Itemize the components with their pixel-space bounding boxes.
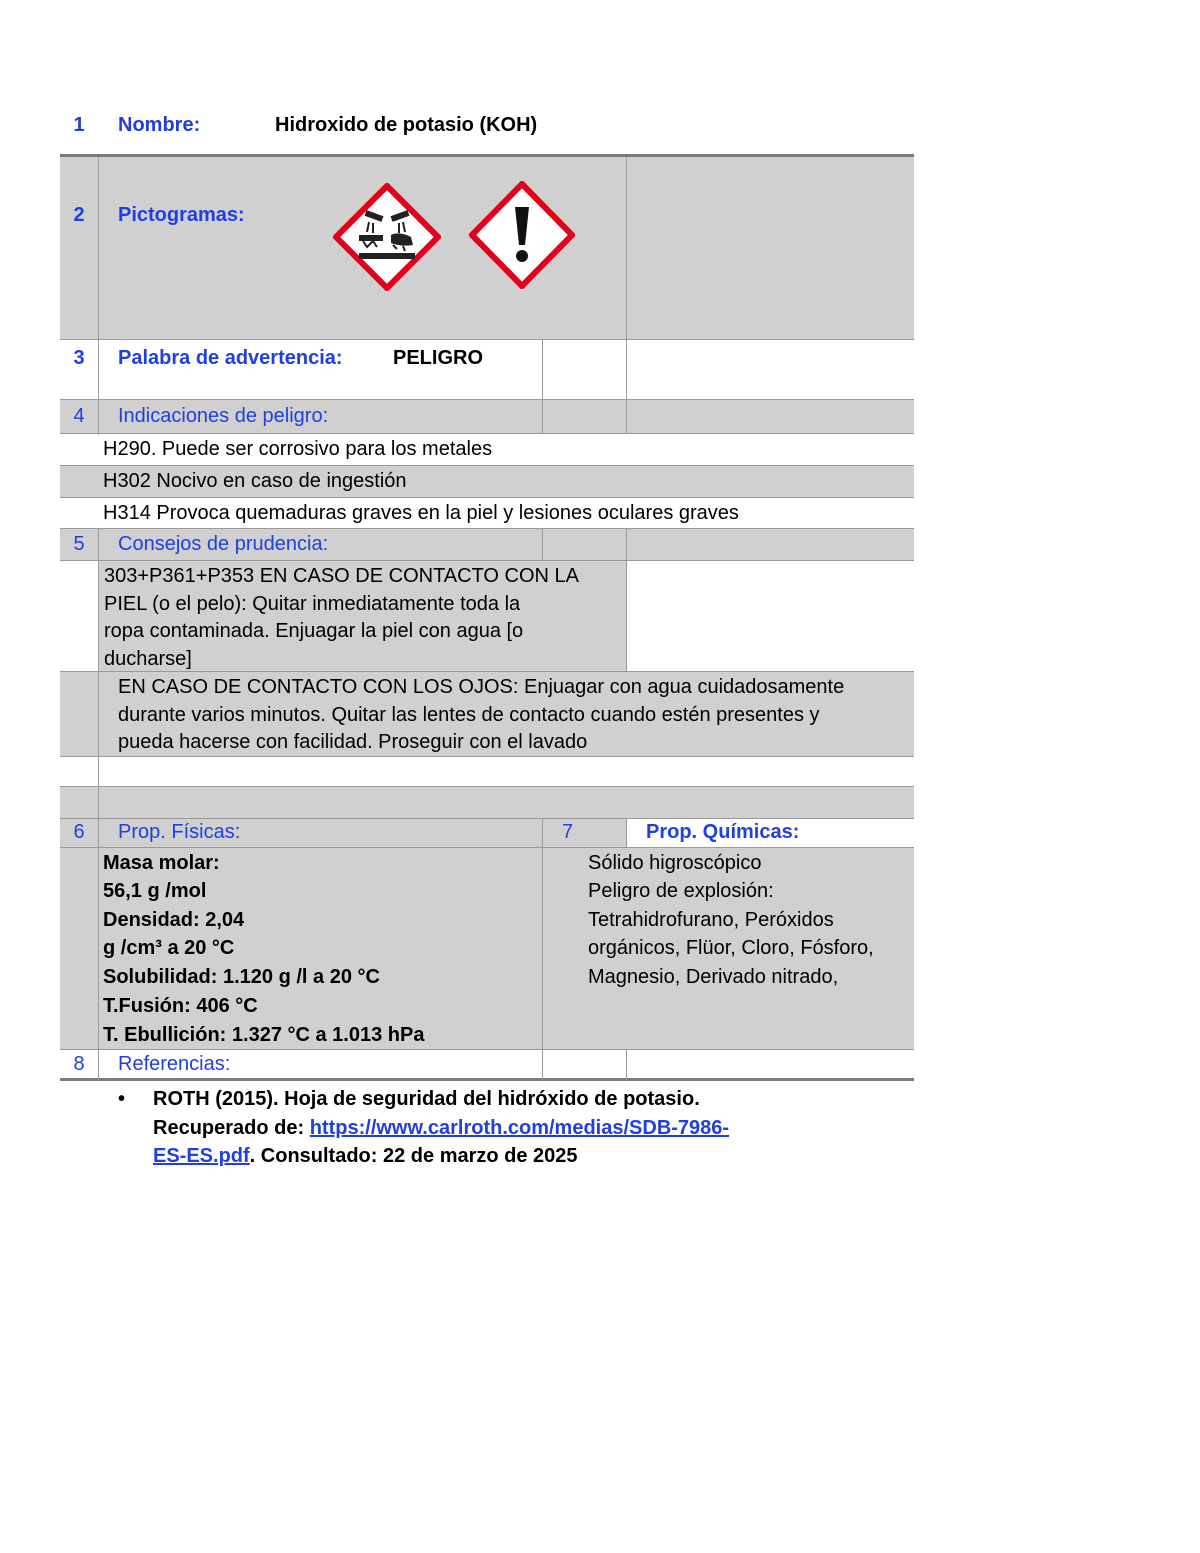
pictograms-label: Pictogramas: xyxy=(118,204,245,226)
hazard-item: H302 Nocivo en caso de ingestión xyxy=(103,470,407,492)
precaution-text: 303+P361+P353 EN CASO DE CONTACTO CON LA xyxy=(104,565,580,587)
reference-prefix: Recuperado de: xyxy=(153,1117,305,1139)
row-number-1: 1 xyxy=(73,114,85,136)
row-number-7: 7 xyxy=(562,821,574,843)
references-label: Referencias: xyxy=(118,1053,231,1075)
row-number-2: 2 xyxy=(73,204,85,226)
chemical-prop-line: Tetrahidrofurano, Peróxidos xyxy=(588,909,834,931)
physical-prop-line: T.Fusión: 406 °C xyxy=(103,995,258,1017)
column-divider xyxy=(542,529,543,561)
hazard-label: Indicaciones de peligro: xyxy=(118,405,329,427)
table-bottom-border xyxy=(60,1078,914,1081)
precaution-text: pueda hacerse con facilidad. Proseguir con el lavado xyxy=(118,731,588,753)
physical-prop-line: Densidad: 2,04 xyxy=(103,909,245,931)
column-divider xyxy=(98,529,99,1080)
row-number-4: 4 xyxy=(73,405,85,427)
empty-row-bg xyxy=(60,787,914,818)
row-number-6: 6 xyxy=(73,821,85,843)
chemical-prop-line: Magnesio, Derivado nitrado, xyxy=(588,966,839,988)
warning-word-value: PELIGRO xyxy=(393,347,484,369)
chemical-prop-line: Peligro de explosión: xyxy=(588,880,774,902)
physical-prop-line: g /cm³ a 20 °C xyxy=(103,937,235,959)
physical-prop-line: Solubilidad: 1.120 g /l a 20 °C xyxy=(103,966,380,988)
reference-line-2 xyxy=(153,1114,729,1142)
reference-bullet: • xyxy=(118,1088,126,1110)
precaution-text: ducharse] xyxy=(104,648,192,670)
row-divider xyxy=(60,339,914,340)
column-divider xyxy=(626,157,627,434)
row-number-5: 5 xyxy=(73,533,85,555)
warning-word-label: Palabra de advertencia: xyxy=(118,347,343,369)
row-number-3: 3 xyxy=(73,347,85,369)
column-divider xyxy=(626,818,627,848)
precaution-text: PIEL (o el pelo): Quitar inmediatamente toda la xyxy=(104,593,521,615)
chemical-props-label: Prop. Químicas: xyxy=(646,821,800,843)
precaution-text: durante varios minutos. Quitar las lentes de contacto cuando estén presentes y xyxy=(118,704,820,726)
row-number-8: 8 xyxy=(73,1053,85,1075)
physical-prop-line: 56,1 g /mol xyxy=(103,880,207,902)
corrosion-pictogram-icon xyxy=(333,183,441,291)
physical-prop-line: Masa molar: xyxy=(103,852,220,874)
row-divider xyxy=(60,433,914,434)
row-divider xyxy=(60,756,914,757)
hazard-item: H290. Puede ser corrosivo para los metales xyxy=(103,438,493,460)
reference-line-3 xyxy=(153,1142,578,1170)
precaution-text: ropa contaminada. Enjuagar la piel con agua [o xyxy=(104,620,524,642)
substance-name: Hidroxido de potasio (KOH) xyxy=(275,114,538,136)
column-divider xyxy=(542,340,543,434)
chemical-prop-line: orgánicos, Flüor, Cloro, Fósforo, xyxy=(588,937,874,959)
chemical-prop-line: Sólido higroscópico xyxy=(588,852,762,874)
name-label: Nombre: xyxy=(118,114,201,136)
precaution-label: Consejos de prudencia: xyxy=(118,533,329,555)
precaution-text: EN CASO DE CONTACTO CON LOS OJOS: Enjuagar con agua cuidadosamente xyxy=(118,676,845,698)
column-divider xyxy=(626,529,627,672)
physical-props-label: Prop. Físicas: xyxy=(118,821,241,843)
hazard-item: H314 Provoca quemaduras graves en la piel y lesiones oculares graves xyxy=(103,502,739,524)
physical-prop-line: T. Ebullición: 1.327 °C a 1.013 hPa xyxy=(103,1024,425,1046)
reference-consulted: . Consultado: 22 de marzo de 2025 xyxy=(249,1145,578,1167)
reference-link-cont[interactable]: ES-ES.pdf xyxy=(153,1145,250,1167)
reference-link[interactable]: https://www.carlroth.com/medias/SDB-7986- xyxy=(309,1117,730,1139)
exclamation-pictogram-icon xyxy=(469,181,575,289)
column-divider xyxy=(98,157,99,435)
row-divider xyxy=(60,497,914,498)
column-divider xyxy=(542,818,543,1080)
column-divider xyxy=(626,1049,627,1080)
reference-text: ROTH (2015). Hoja de seguridad del hidróxido de potasio. xyxy=(153,1088,700,1110)
